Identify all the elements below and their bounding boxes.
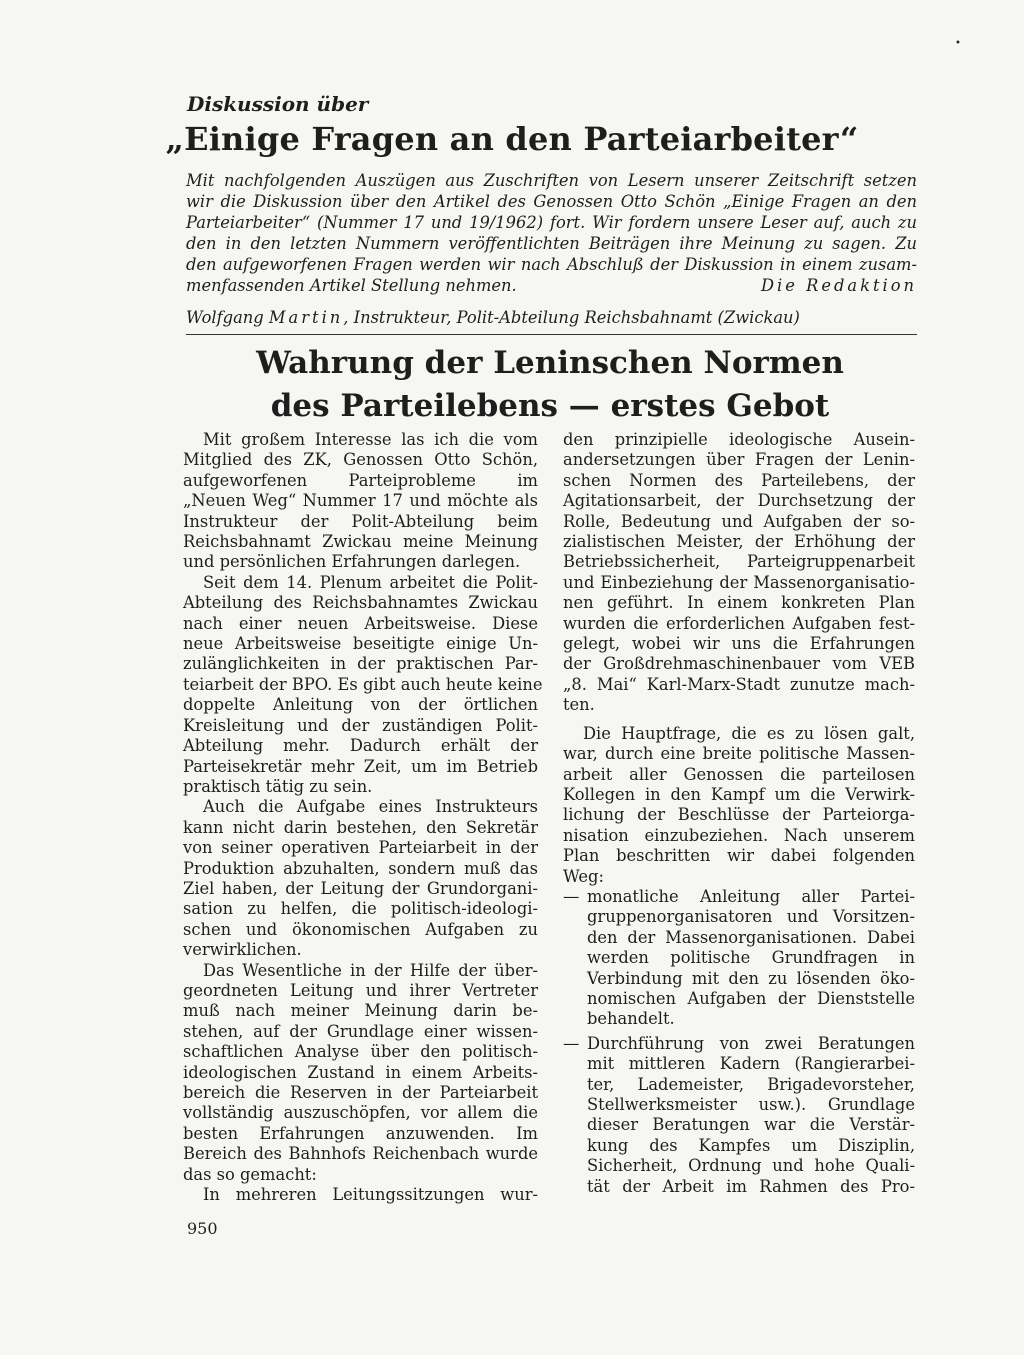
text-line: nach einer neuen Arbeitsweise. Diese — [183, 613, 538, 633]
text-line: „8. Mai“ Karl-Marx-Stadt zunutze mach- — [563, 674, 915, 694]
list-item-line: behandelt. — [587, 1009, 675, 1029]
text-line: schen Normen des Parteilebens, der — [563, 470, 915, 490]
text-line: lichung der Beschlüsse der Parteiorga- — [563, 805, 915, 825]
text-line: Reichsbahnamt Zwickau meine Meinung — [183, 532, 538, 552]
text-line: den prinzipielle ideologische Ausein- — [563, 430, 915, 449]
list-item-line: Stellwerksmeister usw.). Grundlage — [587, 1095, 915, 1114]
text-line: Abteilung mehr. Dadurch erhält der — [183, 736, 538, 756]
text-line: andersetzungen über Fragen der Lenin- — [563, 450, 915, 470]
intro-line: menfassenden Artikel Stellung nehmen. — [186, 276, 517, 295]
right-text-column — [563, 430, 915, 1197]
list-item-line: Durchführung von zwei Beratungen — [587, 1033, 915, 1053]
text-line: arbeit aller Genossen die parteilosen — [563, 764, 915, 784]
text-line: ideologischen Zustand in einem Arbeits- — [183, 1062, 538, 1082]
text-line: vollständig auszuschöpfen, vor allem die — [183, 1103, 538, 1123]
list-item-line: monatliche Anleitung aller Partei- — [587, 886, 915, 906]
discussion-title: „Einige Fragen an den Parteiarbeiter“ — [165, 120, 859, 158]
list-dash: — — [563, 1033, 580, 1053]
text-line: doppelte Anleitung von der örtlichen — [183, 695, 538, 715]
list-item-line: nomischen Aufgaben der Dienststelle — [587, 988, 915, 1008]
text-line: kann nicht darin bestehen, den Sekretär — [183, 817, 538, 837]
author-first-name: Wolfgang — [186, 308, 264, 327]
text-line: Kreisleitung und der zuständigen Polit- — [183, 715, 538, 735]
list-item-line: gruppenorganisatoren und Vorsitzen- — [587, 907, 915, 927]
list-item-line: mit mittleren Kadern (Rangierarbei- — [587, 1054, 915, 1074]
text-line: geordneten Leitung und ihrer Vertreter — [183, 980, 538, 1000]
text-line: neue Arbeitsweise beseitigte einige Un- — [183, 634, 538, 654]
intro-last-line — [186, 275, 917, 296]
kicker: Diskussion über — [187, 92, 369, 116]
text-line: Seit dem 14. Plenum arbeitet die Polit- — [203, 572, 538, 592]
right-column-list — [563, 887, 915, 1197]
list-item-line: werden politische Grundfragen in — [587, 948, 915, 968]
text-line: stehen, auf der Grundlage einer wissen- — [183, 1021, 538, 1041]
text-line: schen und ökonomischen Aufgaben zu — [183, 919, 538, 939]
editorial-signature: Die Redaktion — [761, 276, 917, 295]
list-item — [563, 887, 915, 1030]
text-line: verwirklichen. — [183, 940, 302, 960]
text-line: Bereich des Bahnhofs Reichenbach wurde — [183, 1144, 538, 1164]
text-line: In mehreren Leitungssitzungen wur- — [203, 1185, 538, 1205]
text-line: nen geführt. In einem konkreten Plan — [563, 593, 915, 613]
text-line: zialistischen Meister, der Erhöhung der — [563, 532, 915, 552]
text-line: sation zu helfen, die politisch-ideologi- — [183, 899, 538, 919]
text-line: zulänglichkeiten in der praktischen Par- — [183, 654, 538, 674]
list-item-line: den der Massenorganisationen. Dabei — [587, 927, 915, 947]
byline-rule — [186, 334, 917, 335]
intro-line: den aufgeworfenen Fragen werden wir nach Abschluß der Diskussion in einem zusam- — [186, 255, 917, 274]
text-line: bereich die Reserven in der Parteiarbeit — [183, 1083, 538, 1102]
text-line: Parteisekretär mehr Zeit, um im Betrieb — [183, 756, 538, 776]
text-line: Kollegen in den Kampf um die Verwirk- — [563, 784, 915, 804]
intro-line: Parteiarbeiter“ (Nummer 17 und 19/1962) fort. Wir fordern unsere Leser auf, auch zu — [186, 213, 917, 232]
intro-line: wir die Diskussion über den Artikel des Genossen Otto Schön „Einige Fragen an den — [186, 192, 917, 211]
text-line: war, durch eine breite politische Massen- — [563, 744, 915, 764]
author-last-name: Martin — [268, 308, 344, 327]
text-line: Die Hauptfrage, die es zu lösen galt, — [583, 723, 915, 743]
page-number: 950 — [187, 1219, 218, 1238]
text-line: Agitationsarbeit, der Durchsetzung der — [563, 491, 915, 511]
text-line: Betriebssicherheit, Parteigruppenarbeit — [563, 552, 915, 572]
list-item-line: tät der Arbeit im Rahmen des Pro- — [587, 1176, 915, 1196]
author-role: , Instrukteur, Polit-Abteilung Reichsbahnamt (Zwickau) — [343, 308, 800, 327]
intro-line: Mit nachfolgenden Auszügen aus Zuschriften von Lesern unserer Zeitschrift setzen — [186, 171, 917, 190]
list-item-line: ter, Lademeister, Brigadevorsteher, — [587, 1074, 915, 1094]
text-line: gelegt, wobei wir uns die Erfahrungen — [563, 634, 915, 654]
list-item-line: Sicherheit, Ordnung und hohe Quali- — [587, 1156, 915, 1176]
author-byline — [186, 308, 917, 327]
text-line: „Neuen Weg“ Nummer 17 und möchte als — [183, 491, 538, 511]
text-line: Produktion abzuhalten, sondern muß das — [183, 858, 538, 878]
text-line: Das Wesentliche in der Hilfe der über- — [203, 960, 538, 980]
text-line: Mit großem Interesse las ich die vom — [203, 430, 538, 449]
article-title — [0, 342, 1024, 428]
text-line: besten Erfahrungen anzuwenden. Im — [183, 1123, 538, 1143]
text-line: muß nach meiner Meinung darin be- — [183, 1001, 538, 1021]
text-line: praktisch tätig zu sein. — [183, 776, 373, 796]
corner-mark: • — [955, 38, 961, 49]
article-title-line-1: Wahrung der Leninschen Normen — [256, 345, 844, 381]
list-item-line: kung des Kampfes um Disziplin, — [587, 1135, 915, 1155]
text-line: und persönlichen Erfahrungen darlegen. — [183, 552, 521, 572]
text-line: Abteilung des Reichsbahnamtes Zwickau — [183, 593, 538, 613]
text-line: Auch die Aufgabe eines Instrukteurs — [203, 797, 538, 817]
editorial-intro — [186, 170, 917, 296]
text-line: nisation einzubeziehen. Nach unserem — [563, 825, 915, 845]
list-item-line: Verbindung mit den zu lösenden öko- — [587, 968, 915, 988]
right-column-paragraphs — [563, 430, 915, 887]
text-line: Mitglied des ZK, Genossen Otto Schön, — [183, 450, 538, 470]
text-line: aufgeworfenen Parteiprobleme im — [183, 470, 538, 490]
text-line: der Großdrehmaschinenbauer vom VEB — [563, 654, 915, 674]
text-line: ten. — [563, 695, 595, 715]
text-line: Rolle, Bedeutung und Aufgaben der so- — [563, 511, 915, 531]
left-text-column — [183, 430, 543, 1205]
list-item-line: dieser Beratungen war die Verstär- — [587, 1115, 915, 1135]
text-line: das so gemacht: — [183, 1164, 317, 1184]
list-item — [563, 1034, 915, 1197]
text-line: Ziel haben, der Leitung der Grundorgani- — [183, 878, 538, 898]
text-line: teiarbeit der BPO. Es gibt auch heute keine — [183, 674, 543, 694]
text-line: Weg: — [563, 866, 604, 886]
text-line: von seiner operativen Parteiarbeit in der — [183, 838, 538, 858]
text-line: Instrukteur der Polit-Abteilung beim — [183, 511, 538, 531]
text-line: Plan beschritten wir dabei folgenden — [563, 846, 915, 866]
text-line: wurden die erforderlichen Aufgaben fest- — [563, 613, 915, 633]
intro-line: den in den letzten Nummern veröffentlichten Beiträgen ihre Meinung zu sagen. Zu — [186, 234, 917, 253]
text-line: schaftlichen Analyse über den politisch- — [183, 1042, 538, 1062]
article-title-line-2: des Parteilebens — erstes Gebot — [270, 388, 830, 424]
list-dash: — — [563, 886, 580, 906]
text-line: und Einbeziehung der Massenorganisatio- — [563, 572, 915, 592]
